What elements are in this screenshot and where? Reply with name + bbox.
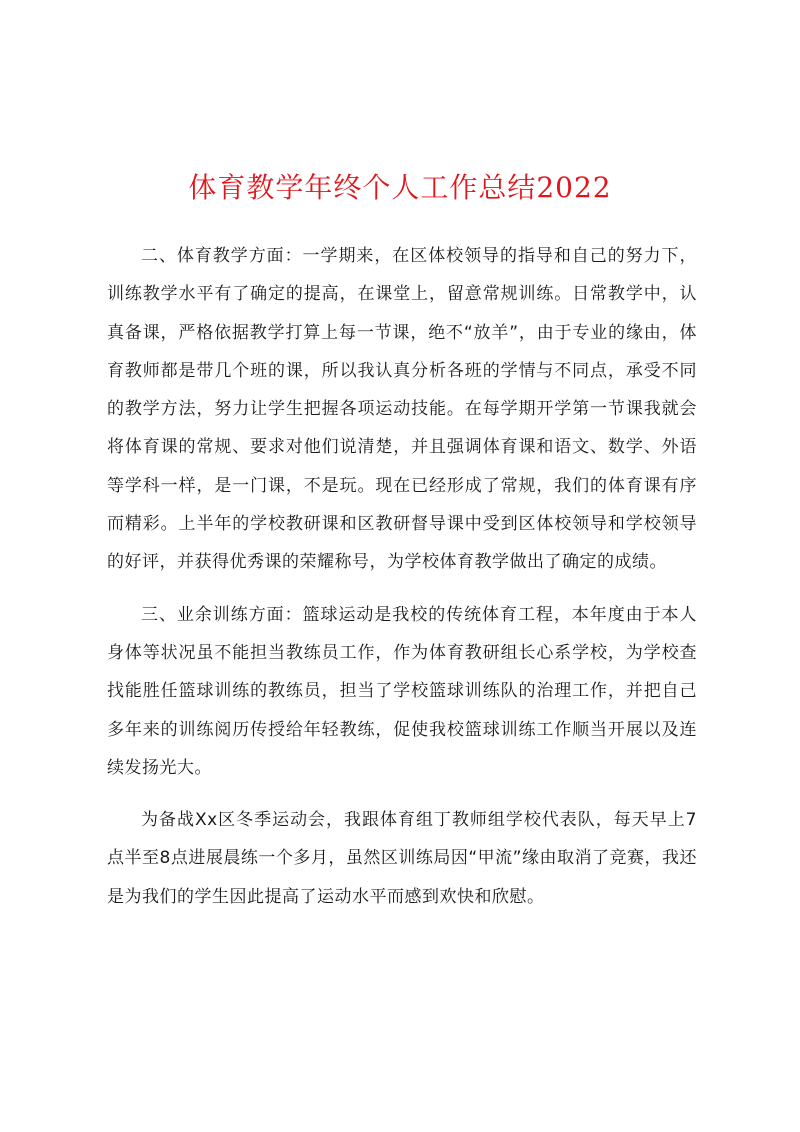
paragraph-winter-games: 为备战Xx区冬季运动会，我跟体育组丁教师组学校代表队，每天早上7点半至8点进展晨练一个多月，虽然区训练局因“甲流”缘由取消了竞赛，我还是为我们的学生因此提高了运动水平而感到欢快和欣慰。 xyxy=(107,810,697,907)
paragraph-teaching: 二、体育教学方面：一学期来，在区体校领导的指导和自己的努力下，训练教学水平有了确定的提高，在课堂上，留意常规训练。日常教学中，认真备课，严格依据教学打算上每一节课，绝不“放羊”，由于专业的缘由，体育教师都是带几个班的课，所以我认真分析各班的学情与不同点，承受不同的教学方法，努力让学生把握各项运动技能。在每学期开学第一节课我就会将体育课的常规、要求对他们说清楚，并且强调体育课和语文、数学、外语等学科一样，是一门课，不是玩。现在已经形成了常规，我们的体育课有序而精彩。上半年的学校教研课和区教研督导课中受到区体校领导和学校领导的好评，并获得优秀课的荣耀称号，为学校体育教学做出了确定的成绩。 xyxy=(107,246,697,573)
document-title: 体育教学年终个人工作总结2022 xyxy=(188,171,612,204)
document-body xyxy=(107,237,697,930)
paragraph-training: 三、业余训练方面：篮球运动是我校的传统体育工程，本年度由于本人身体等状况虽不能担当教练员工作，作为体育教研组长心系学校，为学校查找能胜任篮球训练的教练员，担当了学校篮球训练队的治理工作，并把自己多年来的训练阅历传授给年轻教练，促使我校篮球训练工作顺当开展以及连续发扬光大。 xyxy=(107,604,697,778)
